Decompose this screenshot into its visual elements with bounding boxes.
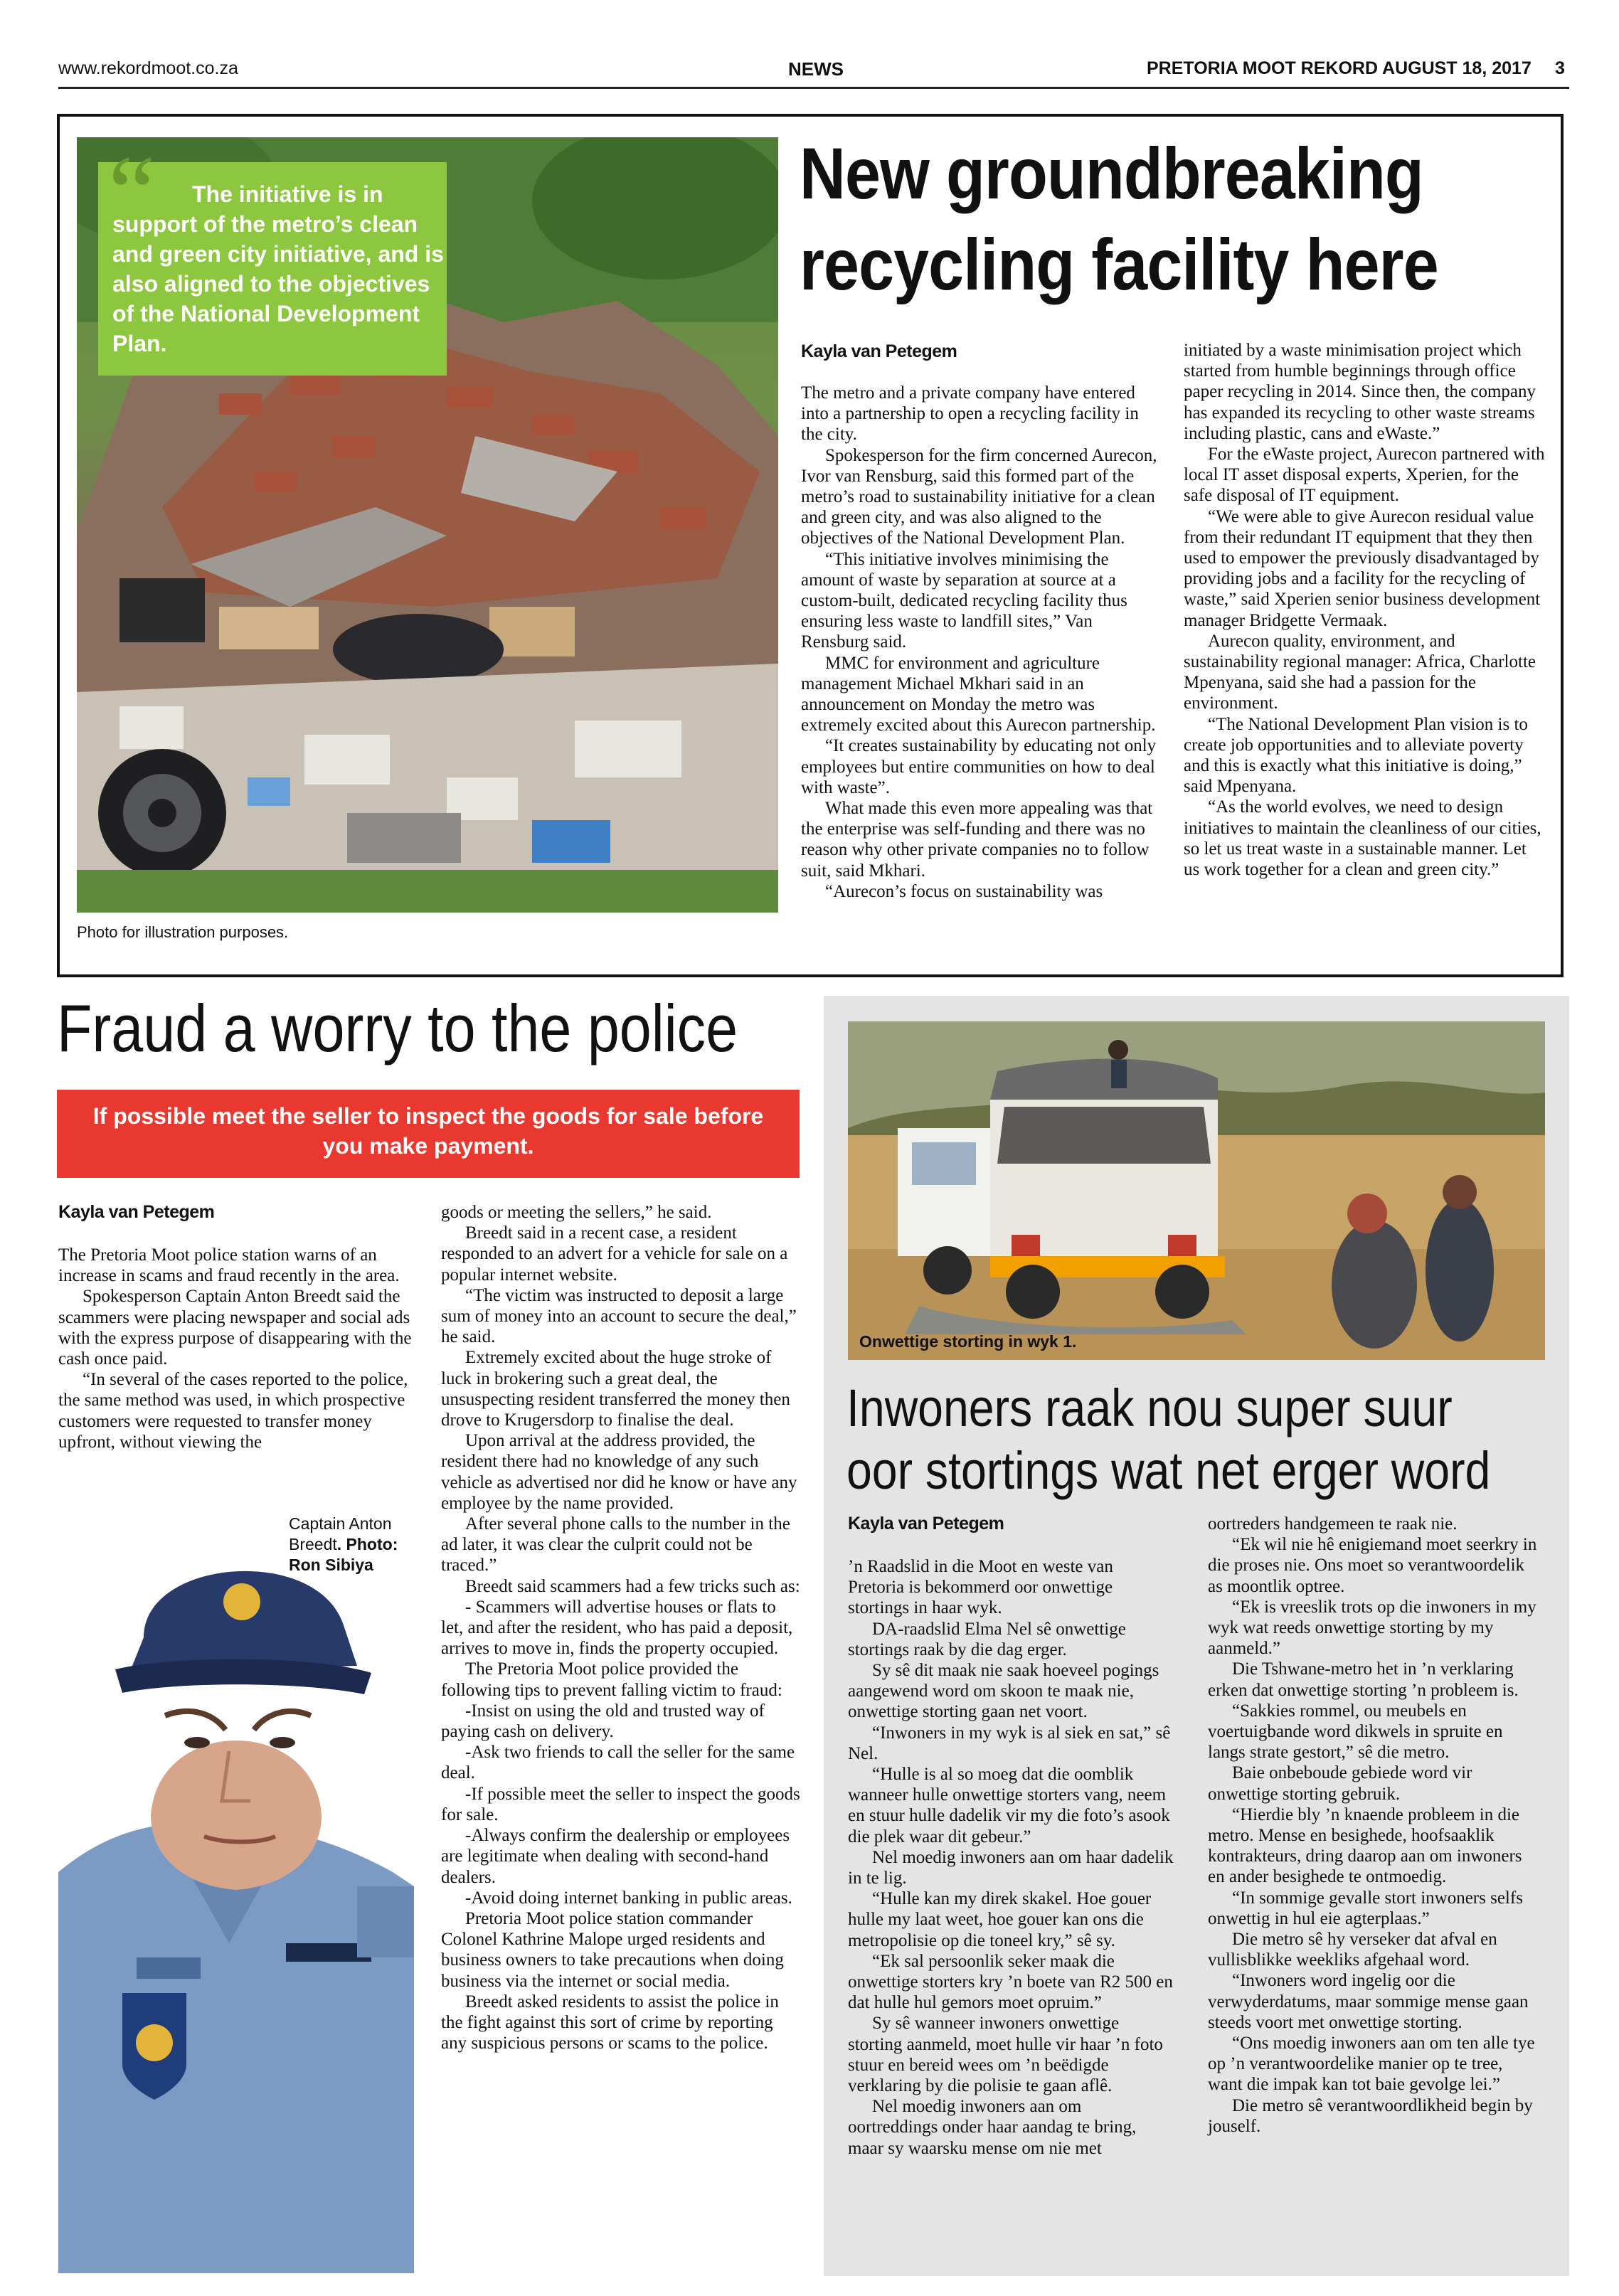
article-fraud-col1 [58, 1245, 418, 1452]
paragraph: oortreders handgemeen te raak nie. [1208, 1514, 1458, 1534]
paragraph: “The National Development Plan vision is to create job opportunities and to alleviate poverty and this is exactly what this initiative is doing,” said Mpenyana. [1184, 714, 1528, 797]
paragraph: Baie onbeboude gebiede word vir onwettige storting gebruik. [1208, 1763, 1472, 1804]
article-dumping-col2 [1208, 1514, 1541, 2137]
fraud-banner [57, 1090, 800, 1178]
paragraph: “Ek sal persoonlik seker maak die onwettige storters kry ’n boete van R2 500 en dat hulle hul gemors moet opruim.” [848, 1951, 1173, 2013]
paragraph: Aurecon quality, environment, and sustainability regional manager: Africa, Charlotte Mpenyana, said she had a passion for the environment. [1184, 631, 1536, 713]
paragraph: The Pretoria Moot police station warns of an increase in scams and fraud recently in the area. [58, 1245, 400, 1286]
headline-recycling-line2: recycling facility here [800, 224, 1438, 305]
captain-breedt-photo [58, 1502, 414, 2273]
paragraph: Die metro sê verantwoordlikheid begin by jouself. [1208, 2095, 1533, 2136]
paragraph: “The victim was instructed to deposit a large sum of money into an account to secure the deal,” he said. [441, 1285, 797, 1347]
header-rule [58, 87, 1569, 89]
paragraph: “In several of the cases reported to the police, the same method was used, in which prospective customers were requested to transfer money upfront, without viewing the [58, 1370, 408, 1452]
paragraph: “Ek wil nie hê enigiemand moet seerkry in die proses nie. Ons moet so verantwoordelik as moontlik optree. [1208, 1535, 1537, 1596]
paragraph: The Pretoria Moot police provided the following tips to prevent falling victim to fraud: [441, 1659, 782, 1700]
paragraph: Die Tshwane-metro het in ’n verklaring erken dat onwettige storting ’n probleem is. [1208, 1659, 1519, 1700]
paragraph: -Ask two friends to call the seller for the same deal. [441, 1743, 795, 1783]
pull-quote-text: The initiative is in support of the metro’s clean and green city initiative, and is also aligned to the objectives of the National Development Plan. [112, 181, 444, 356]
police-photo-caption [289, 1514, 417, 1575]
paragraph: DA-raadslid Elma Nel sê onwettige stortings raak by die dag erger. [848, 1619, 1126, 1659]
paragraph: “Ons moedig inwoners aan om ten alle tye op ’n verantwoordelike manier op te tree, want die impak kan tot baie gevolge lei.” [1208, 2034, 1535, 2095]
paragraph: “In sommige gevalle stort inwoners selfs onwettig in hul eie agterplaas.” [1208, 1888, 1523, 1928]
paragraph: - Scammers will advertise houses or flats to let, and after the resident, who has paid a deposit, arrives to move in, finds the property occupied. [441, 1597, 793, 1659]
page-number: 3 [1555, 58, 1565, 78]
quote-mark-icon: “ [108, 134, 156, 252]
paragraph: goods or meeting the sellers,” he said. [441, 1203, 712, 1222]
headline-dumping [846, 1377, 1527, 1502]
article-recycling-col2 [1184, 340, 1546, 880]
paragraph: -Avoid doing internet banking in public areas. [465, 1888, 792, 1908]
paragraph: “As the world evolves, we need to design initiatives to maintain the cleanliness of our cities, so let us treat waste in a sustainable manner. Let us work together for a clean and green city.” [1184, 797, 1541, 880]
paragraph: “Sakkies rommel, ou meubels en voertuigbande word dikwels in spruite en langs strate gestort,” sê die metro. [1208, 1701, 1503, 1763]
paragraph: ’n Raadslid in die Moot en weste van Pretoria is bekommerd oor onwettige stortings in haar wyk. [848, 1557, 1113, 1618]
article-fraud-col2 [441, 1202, 801, 2053]
paragraph: Extremely excited about the huge stroke of luck in brokering such a great deal, the unsuspecting resident transferred the money then drove to Krugersdorp to finalise the deal. [441, 1348, 790, 1430]
paragraph: “Aurecon’s focus on sustainability was [825, 881, 1103, 901]
paragraph: “Hulle kan my direk skakel. Hoe gouer hulle my laat weet, hoe gouer kan ons die metropolisie op die toneel kry,” sê sy. [848, 1889, 1152, 1950]
paragraph: “It creates sustainability by educating not only employees but entire communities on how to deal with waste”. [801, 736, 1157, 797]
paragraph: -If possible meet the seller to inspect the goods for sale. [441, 1784, 800, 1824]
paragraph: Nel moedig inwoners aan om haar dadelik in te lig. [848, 1847, 1174, 1888]
headline-recycling-line1: New groundbreaking [800, 133, 1423, 214]
paragraph: “Hulle is al so moeg dat die oomblik wanneer hulle onwettige storters vang, neem en stuur hulle dadelik vir my die foto’s asook die plek waar dit gebeur.” [848, 1765, 1170, 1846]
paragraph: -Insist on using the old and trusted way of paying cash on delivery. [441, 1701, 765, 1742]
photo-caption-rubble: Photo for illustration purposes. [77, 923, 289, 941]
paragraph: “Inwoners word ingelig oor die verwyderdatums, maar sommige mense gaan steeds voort met onwettige storting. [1208, 1971, 1529, 2032]
headline-recycling [800, 128, 1470, 310]
police-photo-caption-name: Captain Anton Breedt [289, 1514, 392, 1553]
paragraph: initiated by a waste minimisation project which started from humble beginnings through office paper recycling in 2014. Since then, the company has expanded its recycling to other waste streams including plastic, cans and eWaste.” [1184, 341, 1536, 443]
paragraph: The metro and a private company have entered into a partnership to open a recycling facility in the city. [801, 383, 1139, 445]
header-publication: PRETORIA MOOT REKORD AUGUST 18, 2017 [1147, 58, 1532, 78]
paragraph: Die metro sê hy verseker dat afval en vullisblikke weekliks afgehaal word. [1208, 1930, 1497, 1970]
dumping-truck-photo [848, 1021, 1545, 1360]
paragraph: What made this even more appealing was that the enterprise was self-funding and there was no reason why other private companies no to follow suit, said Mkhari. [801, 799, 1153, 881]
paragraph: Sy sê wanneer inwoners onwettige storting aanmeld, moet hulle vir haar ’n foto stuur en bereid wees om ’n beëdigde verklaring by die polisie te gaan aflê. [848, 2014, 1163, 2096]
paragraph: Pretoria Moot police station commander Colonel Kathrine Malope urged residents and business owners to take precautions when doing business via the internet or social media. [441, 1908, 784, 1991]
paragraph: Spokesperson Captain Anton Breedt said the scammers were placing newspaper and social ads with the express purpose of disappearing with the cash once paid. [58, 1287, 412, 1369]
paragraph: Breedt said scammers had a few tricks such as: [465, 1576, 800, 1596]
photo-caption-dumping: Onwettige storting in wyk 1. [859, 1332, 1077, 1351]
paragraph: Breedt said in a recent case, a resident responded to an advert for a vehicle for sale on a popular internet website. [441, 1223, 788, 1285]
header-section: NEWS [788, 58, 844, 80]
paragraph: Upon arrival at the address provided, the resident there had no knowledge of any such vehicle as advertised nor did he know or have any employee by the name provided. [441, 1431, 797, 1513]
paragraph: “Ek is vreeslik trots op die inwoners in my wyk wat reeds onwettige storting by my aanmeld.” [1208, 1597, 1536, 1659]
paragraph: MMC for environment and agriculture management Michael Mkhari said in an announcement on Monday the metro was extremely excited about this Aurecon partnership. [801, 653, 1156, 735]
headline-dumping-line2: oor stortings wat net erger word [846, 1441, 1491, 1500]
paragraph: “This initiative involves minimising the amount of waste by separation at source at a custom-built, dedicated recycling facility thus ensuring less waste to landfill sites,” Van Rensburg said. [801, 549, 1127, 652]
article-dumping-col1 [848, 1556, 1174, 2159]
header-website[interactable]: www.rekordmoot.co.za [58, 58, 238, 78]
fraud-banner-text: If possible meet the seller to inspect the goods for sale before you make payment. [92, 1103, 764, 1159]
byline-fraud: Kayla van Petegem [58, 1202, 215, 1222]
article-recycling-col1 [801, 383, 1164, 902]
headline-fraud: Fraud a worry to the police [57, 991, 738, 1065]
paragraph: Breedt asked residents to assist the police in the fight against this sort of crime by reporting any suspicious persons or scams to the police. [441, 1992, 779, 2053]
paragraph: “We were able to give Aurecon residual value from their redundant IT equipment that they then used to empower the previously disadvantaged by providing jobs and a facility for the recycling of waste,” said Xperien senior business development manager Bridgette Vermaak. [1184, 506, 1541, 630]
headline-dumping-line1: Inwoners raak nou super suur [846, 1378, 1453, 1437]
paragraph: Sy sê dit maak nie saak hoeveel pogings aangewend word om skoon te maak nie, onwettige storting gaan net voort. [848, 1661, 1159, 1722]
paragraph: Nel moedig inwoners aan om oortreddings onder haar aandag te bring, maar sy waarsku mense om nie met [848, 2097, 1137, 2158]
paragraph: Spokesperson for the firm concerned Aurecon, Ivor van Rensburg, said this formed part of the metro’s road to sustainability initiative for a clean and green city, and was also aligned to the objectives of the National Development Plan. [801, 445, 1157, 548]
paragraph: -Always confirm the dealership or employees are legitimate when dealing with second-hand dealers. [441, 1826, 790, 1887]
police-photo-caption-credit: . Photo: Ron Sibiya [289, 1535, 398, 1574]
byline-dumping: Kayla van Petegem [848, 1514, 1004, 1534]
byline-recycling: Kayla van Petegem [801, 341, 957, 361]
paragraph: For the eWaste project, Aurecon partnered with local IT asset disposal experts, Xperien, for the safe disposal of IT equipment. [1184, 445, 1545, 506]
paragraph: After several phone calls to the number in the ad later, it was clear the culprit could not be traced.” [441, 1514, 790, 1575]
paragraph: “Hierdie bly ’n knaende probleem in die metro. Mense en besighede, hoofsaaklik kontrakteurs, dring daarop aan om inwoners en ander besighede te ontmoedig. [1208, 1805, 1522, 1887]
paragraph: “Inwoners in my wyk is al siek en sat,” sê Nel. [848, 1723, 1171, 1763]
